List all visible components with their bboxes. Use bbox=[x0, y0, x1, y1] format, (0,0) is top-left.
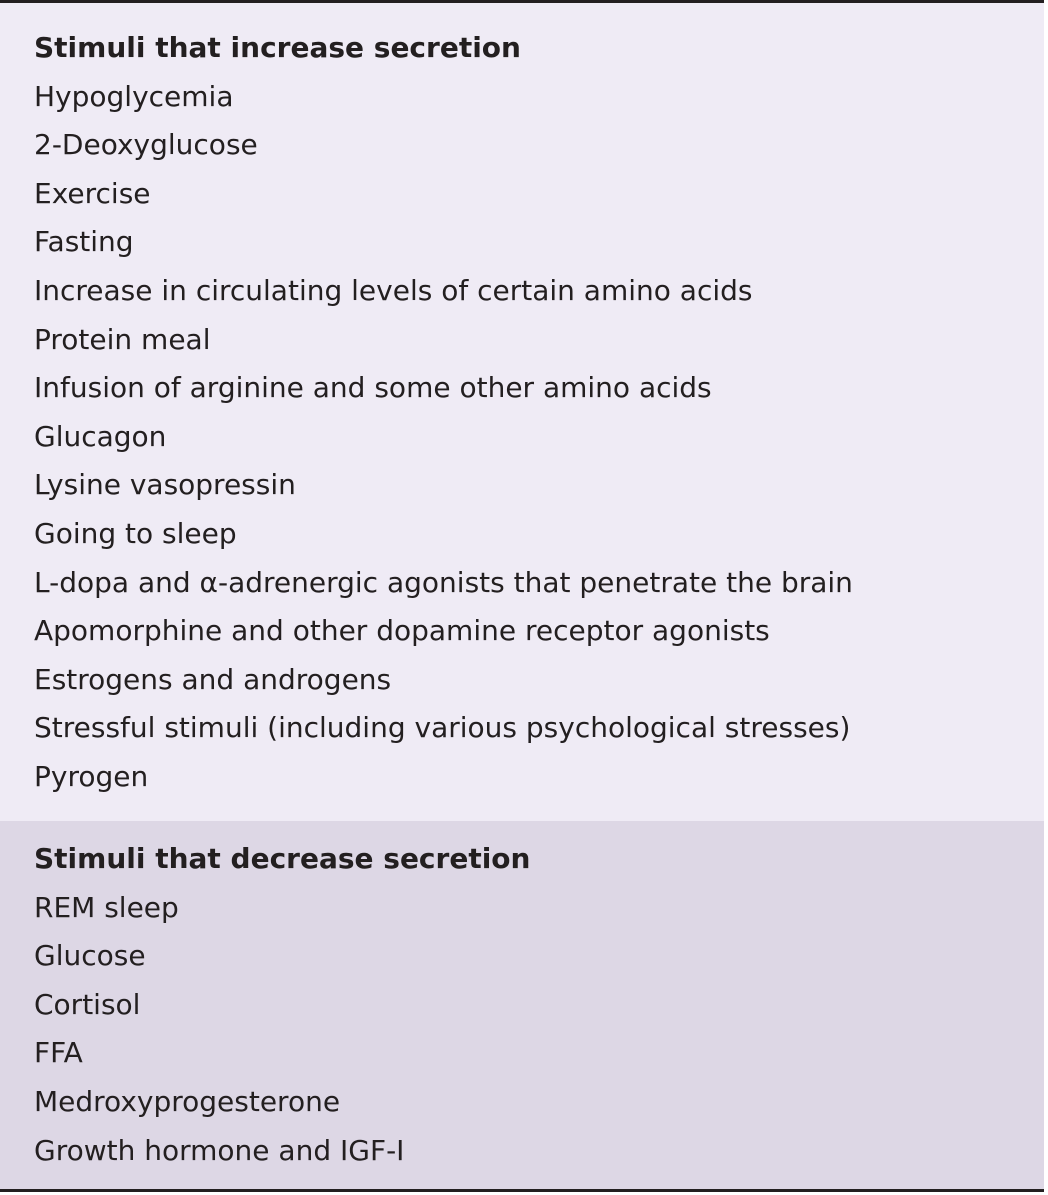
list-item: Glucose bbox=[34, 939, 146, 973]
increase-heading: Stimuli that increase secretion bbox=[34, 31, 521, 64]
list-item: Apomorphine and other dopamine receptor agonists bbox=[34, 614, 770, 648]
list-item: L-dopa and α-adrenergic agonists that penetrate the brain bbox=[34, 565, 853, 599]
list-item: Increase in circulating levels of certain amino acids bbox=[34, 273, 753, 307]
list-item: Hypoglycemia bbox=[34, 79, 234, 113]
list-item: Infusion of arginine and some other amino acids bbox=[34, 371, 712, 405]
table-bottom-rule bbox=[0, 1189, 1044, 1192]
list-item: Going to sleep bbox=[34, 516, 237, 550]
increase-secretion-section bbox=[0, 3, 1044, 821]
list-item: FFA bbox=[34, 1036, 83, 1070]
list-item: 2-Deoxyglucose bbox=[34, 128, 258, 162]
list-item: Pyrogen bbox=[34, 759, 149, 793]
list-item: Lysine vasopressin bbox=[34, 468, 296, 502]
list-item: Fasting bbox=[34, 225, 134, 259]
list-item: Exercise bbox=[34, 176, 151, 210]
list-item: Estrogens and androgens bbox=[34, 662, 392, 696]
list-item: Medroxyprogesterone bbox=[34, 1084, 341, 1118]
list-item: Protein meal bbox=[34, 322, 211, 356]
list-item: Cortisol bbox=[34, 987, 141, 1021]
list-item: REM sleep bbox=[34, 890, 179, 924]
decrease-secretion-section bbox=[0, 821, 1044, 1189]
list-item: Glucagon bbox=[34, 419, 167, 453]
list-item: Growth hormone and IGF-I bbox=[34, 1133, 405, 1167]
decrease-heading: Stimuli that decrease secretion bbox=[34, 842, 531, 875]
list-item: Stressful stimuli (including various psychological stresses) bbox=[34, 711, 851, 745]
